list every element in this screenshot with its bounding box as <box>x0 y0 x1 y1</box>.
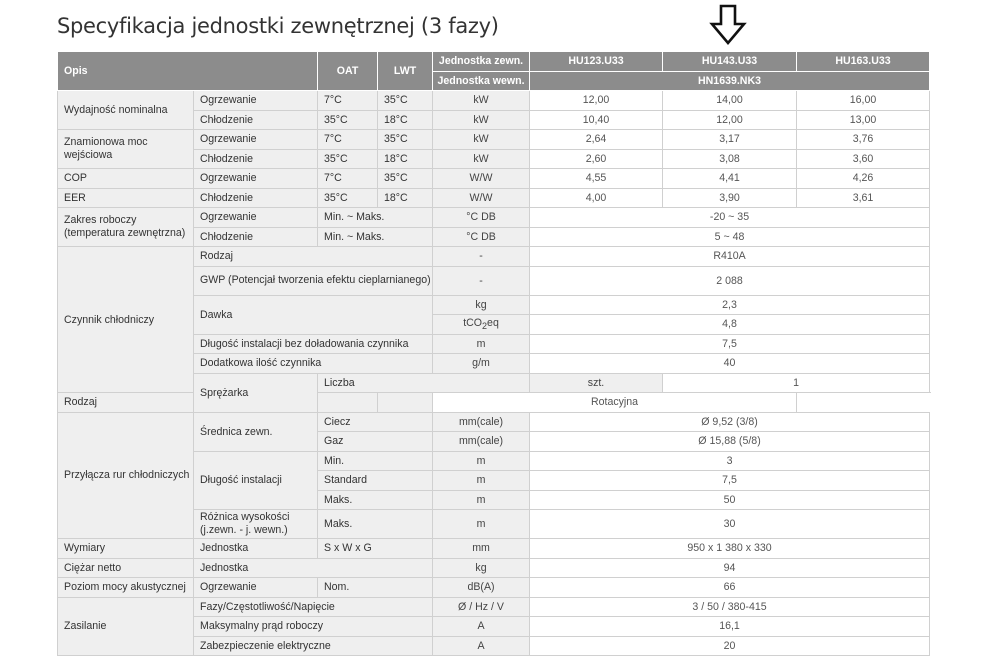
sub-label: Zabezpieczenie elektryczne <box>194 636 433 656</box>
value-cell: 3,08 <box>663 149 797 169</box>
value-cell: R410A <box>530 247 930 267</box>
sub-label: Chłodzenie <box>194 227 318 247</box>
value-cell: 3,17 <box>663 130 797 150</box>
value-cell: 10,40 <box>530 110 663 130</box>
value-cell: 3 <box>530 451 930 471</box>
sub-sub-label: Maks. <box>318 490 433 510</box>
row-label: COP <box>58 169 194 189</box>
sub-label: Rodzaj <box>58 393 378 413</box>
header-indoor-model: HN1639.NK3 <box>530 71 930 91</box>
sub-label: GWP (Potencjał tworzenia efektu cieplarnianego) <box>194 266 433 295</box>
unit-cell <box>378 393 433 413</box>
table-row <box>58 578 930 598</box>
unit-cell: A <box>433 636 530 656</box>
value-cell: 14,00 <box>663 91 797 111</box>
value-cell: Ø 9,52 (3/8) <box>530 412 930 432</box>
header-oat: OAT <box>318 52 378 91</box>
sub-label: Dawka <box>194 295 433 334</box>
sub-sub-label: S x W x G <box>318 539 433 559</box>
value-cell: 12,00 <box>530 91 663 111</box>
unit-cell: mm(cale) <box>433 412 530 432</box>
oat-lwt-cell: Min. ~ Maks. <box>318 227 433 247</box>
unit-tco2-sub: 2 <box>482 321 488 332</box>
table-row <box>58 169 930 189</box>
table-row <box>58 539 930 559</box>
sub-sub-label: Standard <box>318 471 433 491</box>
value-cell: 4,26 <box>797 169 930 189</box>
sub-label: Średnica zewn. <box>194 412 318 451</box>
sub-label: Jednostka <box>194 539 318 559</box>
row-label: EER <box>58 188 194 208</box>
value-cell: Rotacyjna <box>433 393 797 413</box>
header-jednostka-zewn: Jednostka zewn. <box>433 52 530 72</box>
oat-cell: 7°C <box>318 130 378 150</box>
row-label: Ciężar netto <box>58 558 194 578</box>
value-cell: 16,00 <box>797 91 930 111</box>
value-cell: 1 <box>663 373 930 393</box>
unit-tco2-end: eq <box>487 317 499 330</box>
table-row <box>58 393 930 413</box>
table-row <box>58 188 930 208</box>
sub-label: Dodatkowa ilość czynnika <box>194 354 433 374</box>
unit-cell <box>433 315 530 335</box>
table-row <box>58 597 930 617</box>
header-jednostka-wewn: Jednostka wewn. <box>433 71 530 91</box>
lwt-cell: 35°C <box>378 130 433 150</box>
sub-label: Długość instalacji bez doładowania czynnika <box>194 334 433 354</box>
sub-label: Chłodzenie <box>194 188 318 208</box>
row-label: Sprężarka <box>194 373 318 412</box>
sub-label: Fazy/Częstotliwość/Napięcie <box>194 597 433 617</box>
unit-cell: szt. <box>530 373 663 393</box>
value-cell: 66 <box>530 578 930 598</box>
value-cell: 3,90 <box>663 188 797 208</box>
header-lwt: LWT <box>378 52 433 91</box>
value-cell: 20 <box>530 636 930 656</box>
unit-cell: kW <box>433 91 530 111</box>
value-cell: 50 <box>530 490 930 510</box>
oat-cell: 35°C <box>318 188 378 208</box>
table-row <box>58 558 930 578</box>
row-label: Poziom mocy akustycznej <box>58 578 194 598</box>
table-row <box>58 91 930 111</box>
lwt-cell: 18°C <box>378 110 433 130</box>
unit-cell: kW <box>433 149 530 169</box>
header-opis: Opis <box>58 52 318 91</box>
unit-cell: °C DB <box>433 208 530 228</box>
oat-cell: 7°C <box>318 91 378 111</box>
unit-cell: m <box>433 510 530 539</box>
unit-cell: g/m <box>433 354 530 374</box>
header-model-1: HU123.U33 <box>530 52 663 72</box>
value-cell: Ø 15,88 (5/8) <box>530 432 930 452</box>
sub-label: Jednostka <box>194 558 433 578</box>
sub-sub-label: Nom. <box>318 578 433 598</box>
sub-label: Ogrzewanie <box>194 91 318 111</box>
header-model-2: HU143.U33 <box>663 52 797 72</box>
unit-cell: W/W <box>433 188 530 208</box>
sub-label: Maksymalny prąd roboczy <box>194 617 433 637</box>
value-cell: 12,00 <box>663 110 797 130</box>
unit-cell: mm <box>433 539 530 559</box>
sub-label: Ogrzewanie <box>194 208 318 228</box>
value-cell: 16,1 <box>530 617 930 637</box>
table-row <box>58 412 930 432</box>
sub-label: Różnica wysokości (j.zewn. - j. wewn.) <box>194 510 318 539</box>
value-cell: 5 ~ 48 <box>530 227 930 247</box>
row-label: Wydajność nominalna <box>58 91 194 130</box>
sub-label: Ogrzewanie <box>194 169 318 189</box>
value-cell: 2,60 <box>530 149 663 169</box>
lwt-cell: 18°C <box>378 149 433 169</box>
spec-table <box>57 51 930 656</box>
sub-label: Liczba <box>318 373 530 393</box>
value-cell: 7,5 <box>530 471 930 491</box>
unit-cell: - <box>433 266 530 295</box>
lwt-cell: 35°C <box>378 169 433 189</box>
unit-cell: kg <box>433 558 530 578</box>
oat-lwt-cell: Min. ~ Maks. <box>318 208 433 228</box>
table-row <box>58 130 930 150</box>
unit-cell: kg <box>433 295 530 315</box>
sub-label: Ogrzewanie <box>194 578 318 598</box>
value-cell: 30 <box>530 510 930 539</box>
unit-tco2: tCO <box>463 317 483 330</box>
value-cell: 3,61 <box>797 188 930 208</box>
row-label: Czynnik chłodniczy <box>58 247 194 393</box>
row-label: Zasilanie <box>58 597 194 656</box>
unit-cell: A <box>433 617 530 637</box>
value-cell: 40 <box>530 354 930 374</box>
oat-cell: 7°C <box>318 169 378 189</box>
down-arrow-outline-icon <box>708 4 748 46</box>
unit-cell: kW <box>433 130 530 150</box>
sub-label: Chłodzenie <box>194 110 318 130</box>
value-cell: 950 x 1 380 x 330 <box>530 539 930 559</box>
row-label: Przyłącza rur chłodniczych <box>58 412 194 539</box>
value-cell: 2 088 <box>530 266 930 295</box>
unit-cell: W/W <box>433 169 530 189</box>
value-cell: 13,00 <box>797 110 930 130</box>
unit-cell: m <box>433 471 530 491</box>
unit-cell: m <box>433 490 530 510</box>
header-model-3: HU163.U33 <box>797 52 930 72</box>
unit-cell: mm(cale) <box>433 432 530 452</box>
sub-label: Chłodzenie <box>194 149 318 169</box>
sub-sub-label: Gaz <box>318 432 433 452</box>
value-cell: 2,3 <box>530 295 930 315</box>
unit-cell: °C DB <box>433 227 530 247</box>
sub-sub-label: Maks. <box>318 510 433 539</box>
page-title: Specyfikacja jednostki zewnętrznej (3 fazy) <box>57 14 499 38</box>
unit-cell: dB(A) <box>433 578 530 598</box>
unit-cell: - <box>433 247 530 267</box>
value-cell: 3 / 50 / 380-415 <box>530 597 930 617</box>
table-row <box>58 208 930 228</box>
unit-cell: m <box>433 451 530 471</box>
value-cell: 7,5 <box>530 334 930 354</box>
row-label: Zakres roboczy (temperatura zewnętrzna) <box>58 208 194 247</box>
row-label: Znamionowa moc wejściowa <box>58 130 194 169</box>
value-cell: 4,41 <box>663 169 797 189</box>
lwt-cell: 35°C <box>378 91 433 111</box>
value-cell: 4,00 <box>530 188 663 208</box>
oat-cell: 35°C <box>318 110 378 130</box>
value-cell: 3,76 <box>797 130 930 150</box>
sub-label: Długość instalacji <box>194 451 318 510</box>
value-cell: 4,55 <box>530 169 663 189</box>
unit-cell: m <box>433 334 530 354</box>
unit-cell: Ø / Hz / V <box>433 597 530 617</box>
value-cell: 3,60 <box>797 149 930 169</box>
value-cell: -20 ~ 35 <box>530 208 930 228</box>
value-cell: 4,8 <box>530 315 930 335</box>
value-cell: 2,64 <box>530 130 663 150</box>
lwt-cell: 18°C <box>378 188 433 208</box>
sub-sub-label: Ciecz <box>318 412 433 432</box>
sub-sub-label: Min. <box>318 451 433 471</box>
unit-cell: kW <box>433 110 530 130</box>
value-cell: 94 <box>530 558 930 578</box>
sub-label: Ogrzewanie <box>194 130 318 150</box>
table-row <box>58 247 930 267</box>
row-label: Wymiary <box>58 539 194 559</box>
header-row <box>58 52 930 72</box>
oat-cell: 35°C <box>318 149 378 169</box>
sub-label: Rodzaj <box>194 247 433 267</box>
